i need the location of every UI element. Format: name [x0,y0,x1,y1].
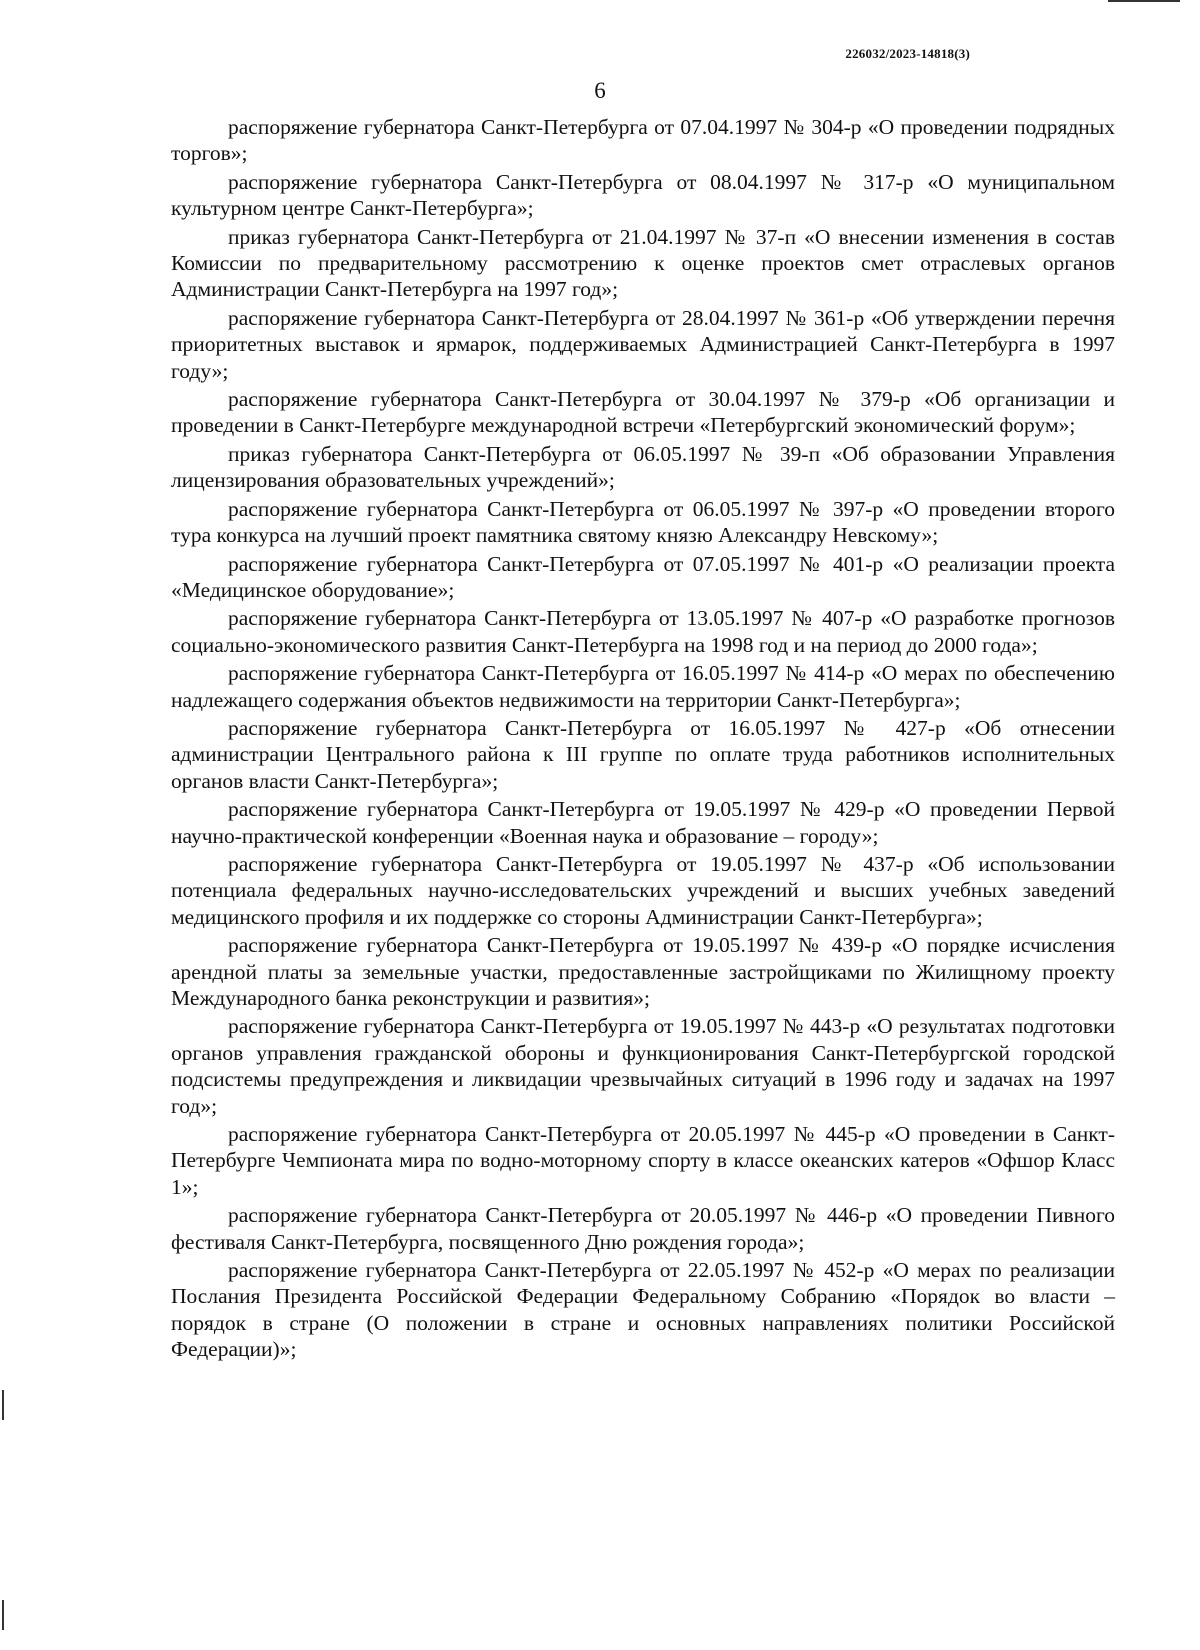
document-registration-number: 226032/2023-14818(3) [845,46,970,61]
list-item: распоряжение губернатора Санкт-Петербурга от 07.05.1997 № 401-р «О реализации проекта «Медицинское оборудование»; [171,551,1115,602]
list-item: распоряжение губернатора Санкт-Петербурга от 08.04.1997 № 317-р «О муниципальном культурном центре Санкт-Петербурга»; [171,169,1115,221]
list-item: распоряжение губернатора Санкт-Петербурга от 19.05.1997 № 437-р «Об использовании потенциала федеральных научно-исследовательских учреждений и высших учебных заведений медицинского профиля и их поддержке со стороны Администрации Санкт-Петербурга»; [171,851,1115,929]
list-item: распоряжение губернатора Санкт-Петербурга от 22.05.1997 № 452-р «О мерах по реализации Послания Президента Российской Федерации Федеральному Собранию «Порядок во власти – порядок в стране (О положении в стране и основных направлениях политики Российской Федерации)»; [171,1258,1115,1362]
list-item: распоряжение губернатора Санкт-Петербурга от 16.05.1997 № 414-р «О мерах по обеспечению надлежащего содержания объектов недвижимости на территории Санкт-Петербурга»; [171,661,1115,712]
list-item: распоряжение губернатора Санкт-Петербурга от 20.05.1997 № 445-р «О проведении в Санкт-Петербурге Чемпионата мира по водно-моторному спорту в классе океанских катеров «Офшор Класс 1»; [171,1122,1115,1199]
list-item: распоряжение губернатора Санкт-Петербурга от 06.05.1997 № 397-р «О проведении второго тура конкурса на лучший проект памятника святому князю Александру Невскому»; [171,496,1115,548]
document-body [171,114,1115,1365]
list-item: распоряжение губернатора Санкт-Петербурга от 19.05.1997 № 443-р «О результатах подготовки органов управления гражданской обороны и функционирования Санкт-Петербургской городской подсистемы предупреждения и ликвидации чрезвычайных ситуаций в 1996 году и задачах на 1997 год»; [171,1014,1115,1118]
list-item: распоряжение губернатора Санкт-Петербурга от 28.04.1997 № 361-р «Об утверждении перечня приоритетных выставок и ярмарок, поддерживаемых Администрацией Санкт-Петербурга в 1997 году»; [171,305,1115,383]
page-number: 6 [594,78,606,103]
list-item: распоряжение губернатора Санкт-Петербурга от 19.05.1997 № 429-р «О проведении Первой научно-практической конференции «Военная наука и образование – городу»; [171,797,1115,848]
list-item: распоряжение губернатора Санкт-Петербурга от 20.05.1997 № 446-р «О проведении Пивного фестиваля Санкт-Петербурга, посвященного Дню рождения города»; [171,1203,1115,1254]
list-item: распоряжение губернатора Санкт-Петербурга от 16.05.1997 № 427-р «Об отнесении администрации Центрального района к III группе по оплате труда работников исполнительных органов власти Санкт-Петербурга»; [171,715,1115,793]
scan-edge-mark [1108,0,1180,2]
list-item: приказ губернатора Санкт-Петербурга от 21.04.1997 № 37-п «О внесении изменения в состав Комиссии по предварительному рассмотрению к оценке проектов смет отраслевых органов Администрации Санкт-Петербурга на 1997 год»; [171,224,1115,302]
list-item: распоряжение губернатора Санкт-Петербурга от 13.05.1997 № 407-р «О разработке прогнозов социально-экономического развития Санкт-Петербурга на 1998 год и на период до 2000 года»; [171,606,1115,657]
scan-edge-mark [2,1600,4,1630]
scan-edge-mark [2,1390,4,1420]
list-item: приказ губернатора Санкт-Петербурга от 06.05.1997 № 39-п «Об образовании Управления лицензирования образовательных учреждений»; [171,441,1115,493]
list-item: распоряжение губернатора Санкт-Петербурга от 07.04.1997 № 304-р «О проведении подрядных торгов»; [171,115,1115,166]
list-item: распоряжение губернатора Санкт-Петербурга от 30.04.1997 № 379-р «Об организации и проведении в Санкт-Петербурге международной встречи «Петербургский экономический форум»; [171,387,1115,438]
list-item: распоряжение губернатора Санкт-Петербурга от 19.05.1997 № 439-р «О порядке исчисления арендной платы за земельные участки, предоставленные застройщиками по Жилищному проекту Международного банка реконструкции и развития»; [171,933,1115,1010]
